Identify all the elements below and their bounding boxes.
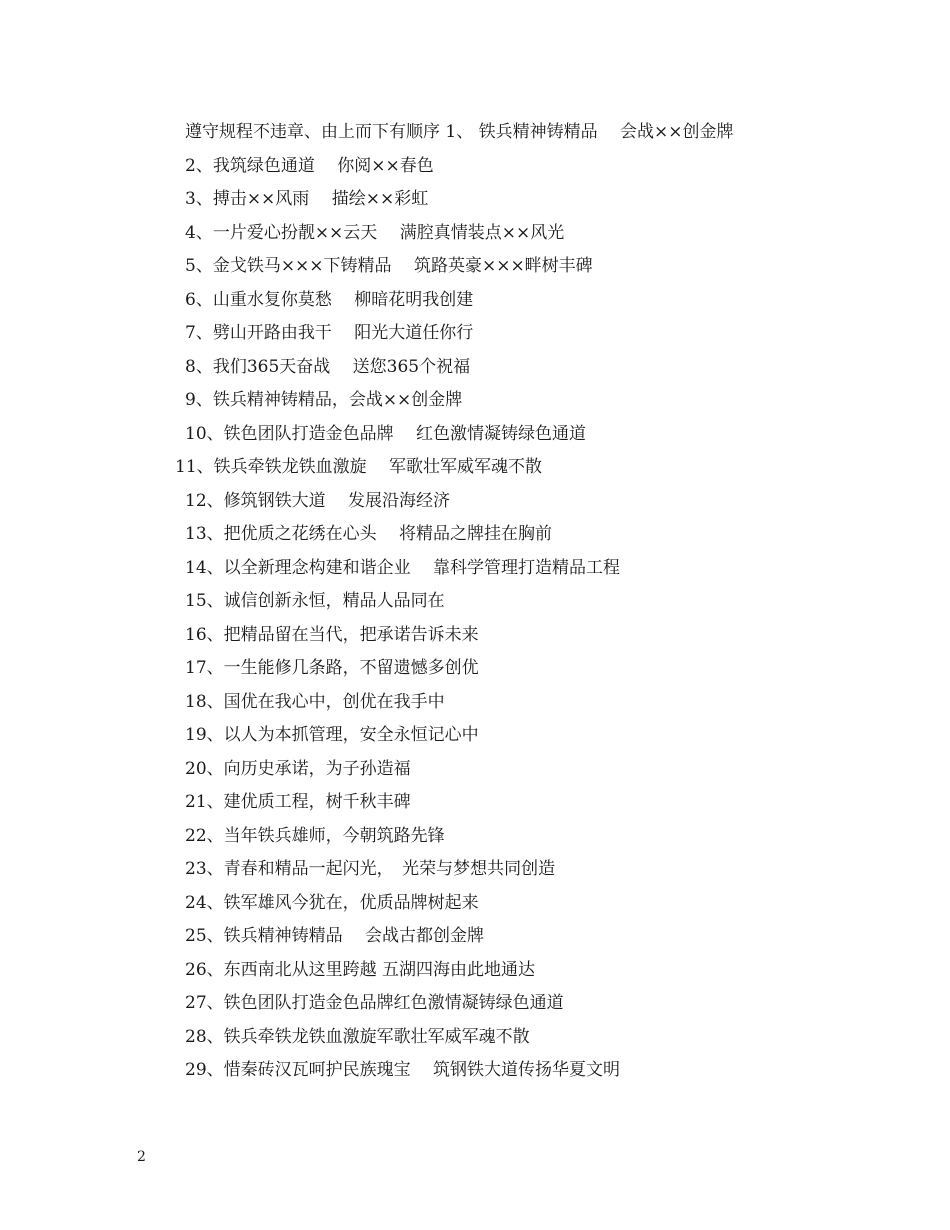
text-line: 15、诚信创新永恒，精品人品同在 (185, 591, 445, 611)
text-line: 6、山重水复你莫愁 柳暗花明我创建 (185, 289, 474, 310)
text-line: 27、铁色团队打造金色品牌红色激情凝铸绿色通道 (185, 993, 564, 1013)
text-line: 13、把优质之花绣在心头 将精品之牌挂在胸前 (185, 524, 553, 544)
text-line: 14、以全新理念构建和谐企业 靠科学管理打造精品工程 (185, 557, 621, 578)
text-line: 24、铁军雄风今犹在，优质品牌树起来 (185, 892, 479, 913)
text-line: 2、我筑绿色通道 你阅××春色 (185, 155, 434, 176)
text-line: 26、东西南北从这里跨越 五湖四海由此地通达 (185, 959, 536, 980)
text-line: 7、劈山开路由我干 阳光大道任你行 (185, 323, 474, 343)
text-line: 28、铁兵牵铁龙铁血激旋军歌壮军威军魂不散 (185, 1026, 530, 1047)
text-line: 12、修筑钢铁大道 发展沿海经济 (185, 490, 451, 511)
text-line: 遵守规程不违章、由上而下有顺序 1、 铁兵精神铸精品 会战××创金牌 (185, 122, 734, 142)
text-line: 29、惜秦砖汉瓦呵护民族瑰宝 筑钢铁大道传扬华夏文明 (185, 1060, 621, 1080)
text-line: 19、以人为本抓管理，安全永恒记心中 (185, 725, 479, 745)
text-line: 5、金戈铁马×××下铸精品 筑路英豪×××畔树丰碑 (185, 256, 593, 276)
text-line: 25、铁兵精神铸精品 会战古都创金牌 (185, 926, 485, 946)
text-line: 16、把精品留在当代，把承诺告诉未来 (185, 624, 479, 645)
text-line: 8、我们365天奋战 送您365个祝福 (185, 356, 471, 377)
text-line: 22、当年铁兵雄师，今朝筑路先锋 (185, 825, 445, 846)
text-line: 4、一片爱心扮靓××云天 满腔真情装点××风光 (185, 222, 565, 243)
text-line: 11、铁兵牵铁龙铁血激旋 军歌壮军威军魂不散 (175, 457, 543, 477)
page-number: 2 (137, 1149, 146, 1165)
text-line: 23、青春和精品一起闪光， 光荣与梦想共同创造 (185, 859, 556, 879)
text-line: 3、搏击××风雨 描绘××彩虹 (185, 189, 429, 209)
text-line: 17、一生能修几条路，不留遗憾多创优 (185, 658, 479, 678)
text-line: 21、建优质工程，树千秋丰碑 (185, 792, 411, 812)
text-line: 10、铁色团队打造金色品牌 红色激情凝铸绿色通道 (185, 423, 587, 444)
text-line: 20、向历史承诺，为子孙造福 (185, 758, 411, 779)
text-line: 9、铁兵精神铸精品，会战××创金牌 (185, 390, 463, 410)
text-line: 18、国优在我心中，创优在我手中 (185, 691, 445, 712)
